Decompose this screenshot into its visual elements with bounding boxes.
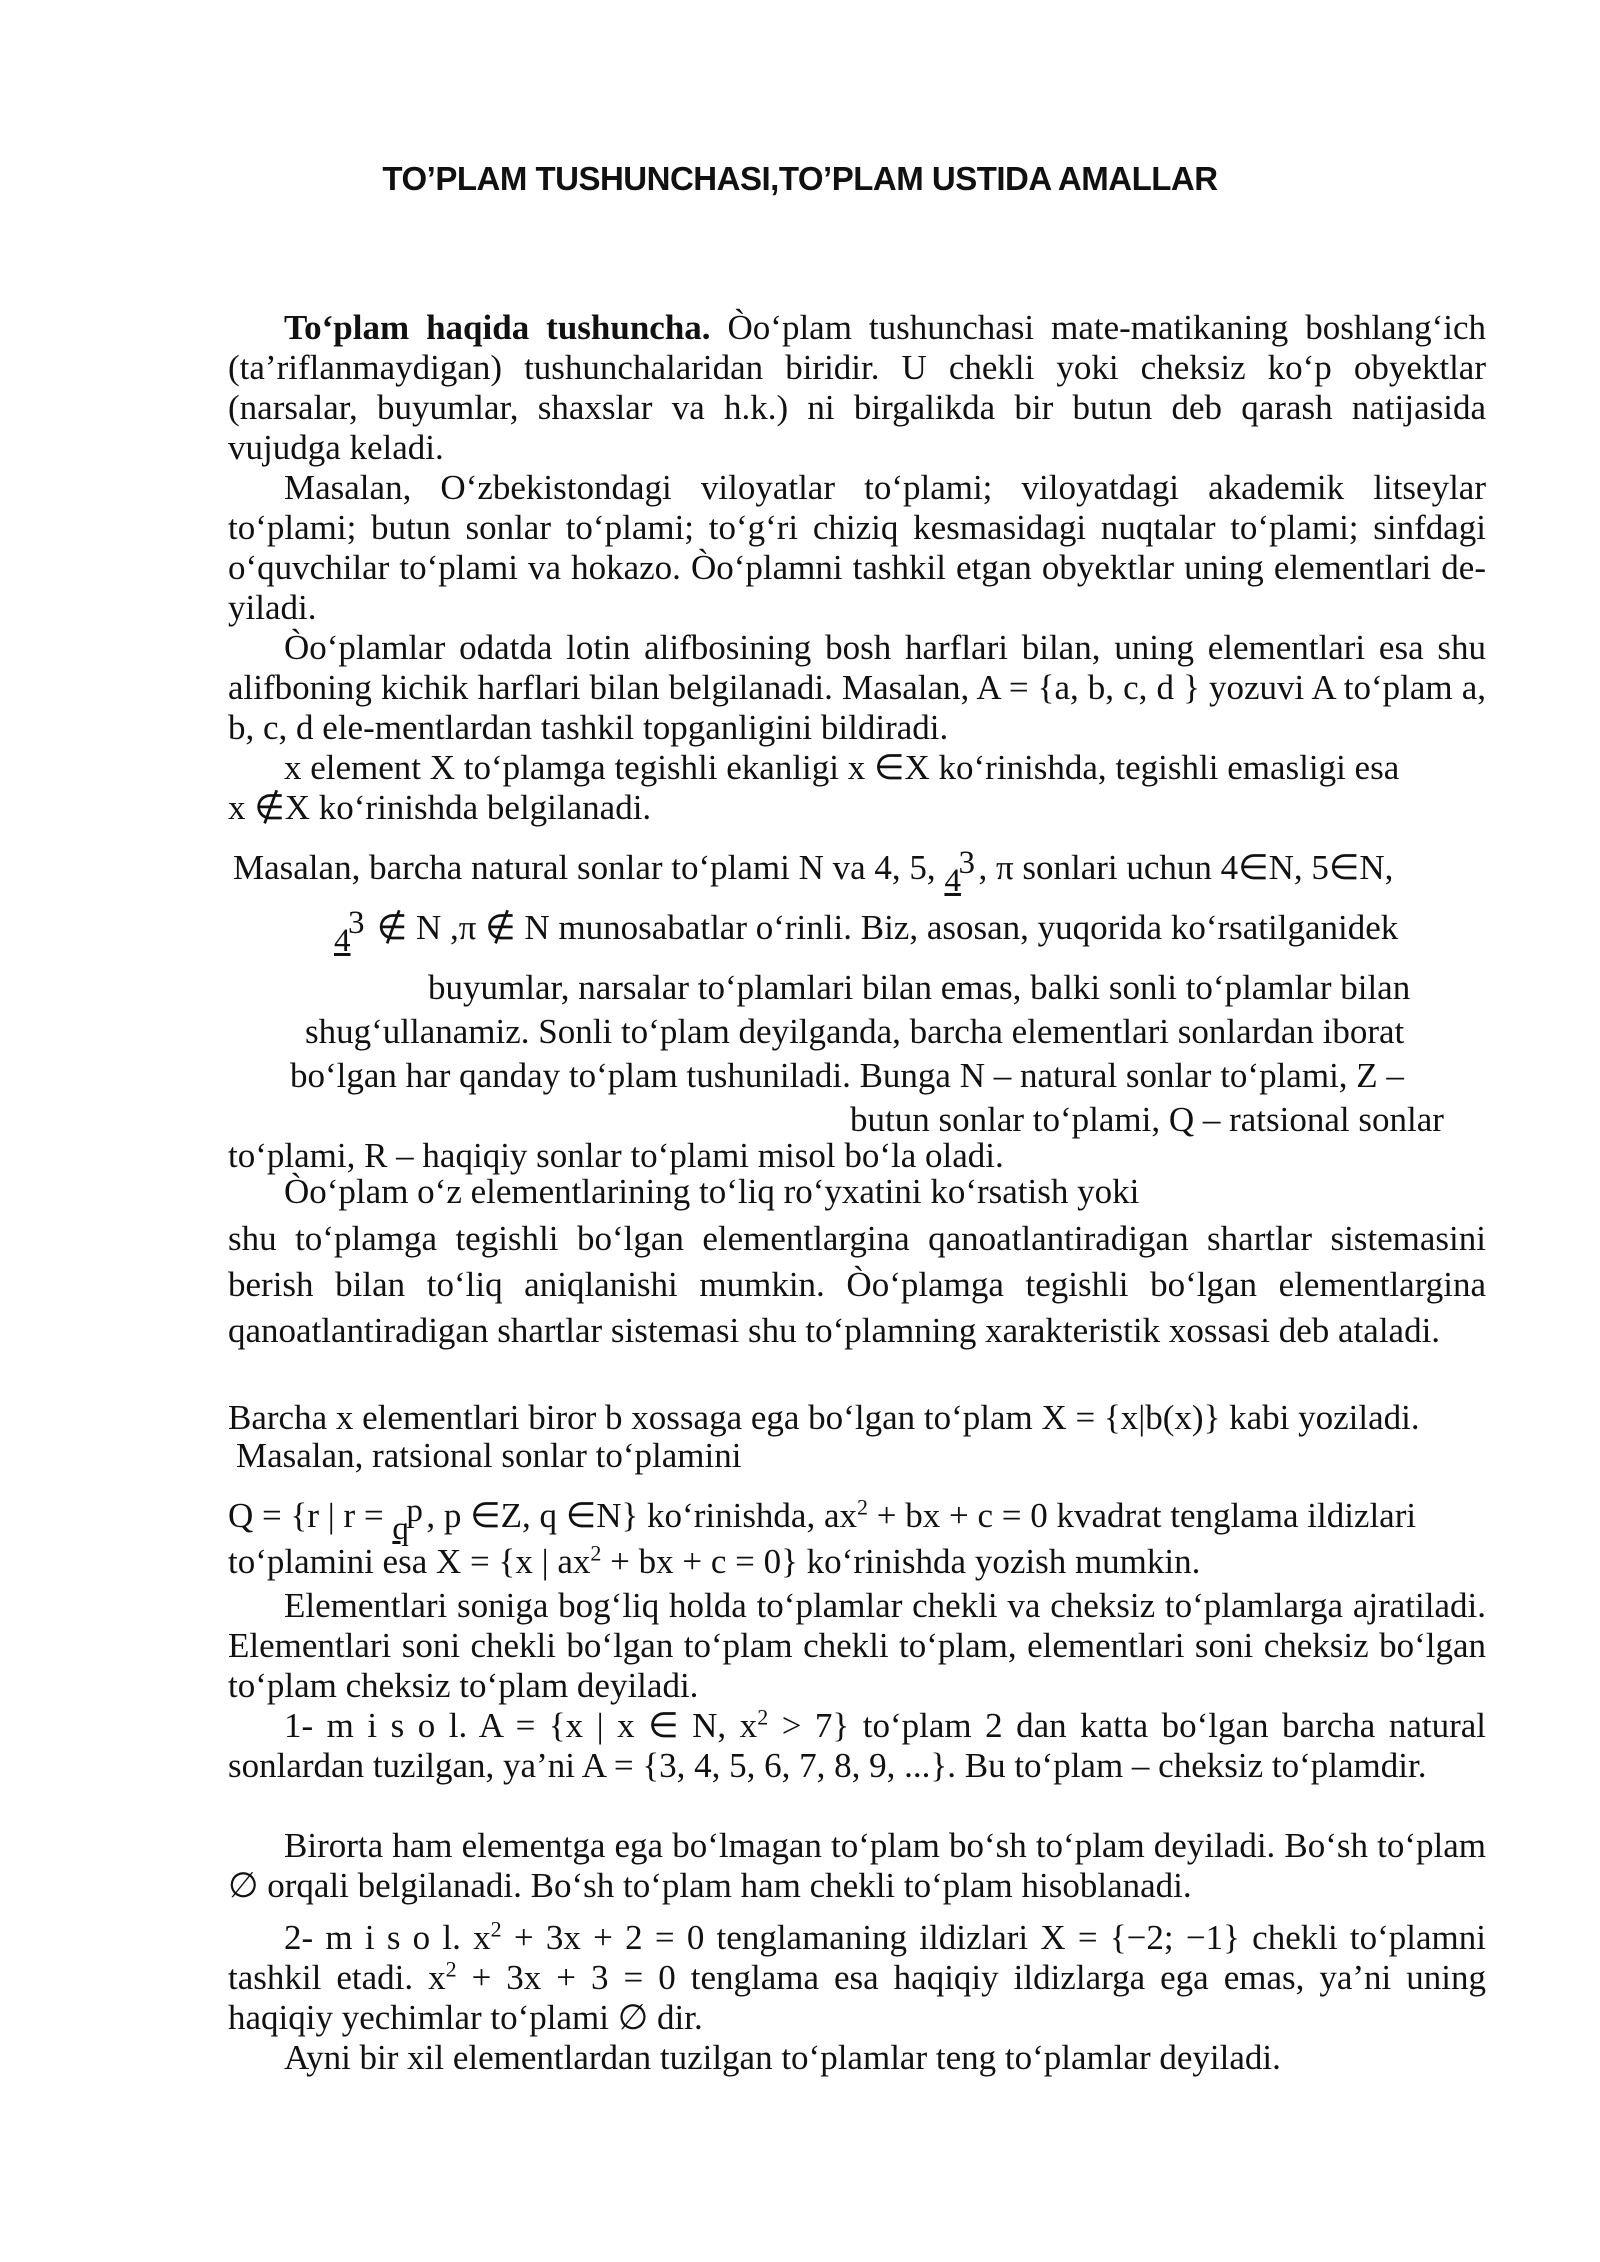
fraction-denominator: q xyxy=(392,1511,409,1547)
text-segment: to‘plamini esa X = {x | ax xyxy=(228,1542,591,1581)
paragraph-characteristic-line1: Òo‘plam o‘z elementlarining to‘liq ro‘yxatini ko‘rsatish yoki xyxy=(284,1172,1140,1211)
text-segment: > 7} to‘plam 2 dan katta bo‘lgan barcha natural sonlardan tuzilgan, ya’ni A = {3, 4, 5, 6, 7, 8, 9, ...}. Bu to‘plam – cheksiz to‘plamdir. xyxy=(228,1706,1486,1785)
fraction-numerator: p xyxy=(406,1493,423,1529)
paragraph-finite-infinite: Elementlari soniga bog‘liq holda to‘plamlar chekli va cheksiz to‘plamlarga ajratiladi. Elementlari soni chekli bo‘lgan to‘plam chekli to‘plam, elementlari soni cheksiz bo‘lgan to‘plam cheksiz to‘plam deyiladi. xyxy=(228,1586,1486,1705)
paragraph-property-line2: Masalan, ratsional sonlar to‘plamini xyxy=(236,1436,742,1475)
fraction-denominator: 4 xyxy=(944,863,961,899)
superscript: 2 xyxy=(757,1704,769,1730)
paragraph-natural-line6: butun sonlar to‘plami, Q – ratsional sonlar xyxy=(850,1100,1444,1139)
text-segment: + 3x + 3 = 0 tenglama esa haqiqiy ildizlarga ega emas, ya’ni uning haqiqiy yechimlar to‘plami ∅ dir. xyxy=(228,1958,1486,2037)
document-title: TO’PLAM TUSHUNCHASI,TO’PLAM USTIDA AMALLAR xyxy=(382,160,1218,197)
paragraph-example-1 xyxy=(228,1706,1486,1786)
text-segment: , π sonlari uchun 4∈N, 5∈N, xyxy=(978,848,1394,887)
fraction-numerator: 3 xyxy=(348,905,365,941)
paragraph-membership-line2: x ∉X ko‘rinishda belgilanadi. xyxy=(228,788,652,827)
paragraph-rational-line2 xyxy=(228,1542,1200,1582)
paragraph-natural-line5: bo‘lgan har qanday to‘plam tushuniladi. Bunga N – natural sonlar to‘plami, Z – xyxy=(290,1056,1404,1095)
paragraph-lead-bold: To‘plam haqida tushuncha. xyxy=(284,308,711,347)
text-segment: 1- m i s o l. A = {x | x ∈ N, x xyxy=(284,1706,758,1745)
paragraph-examples: Masalan, O‘zbekistondagi viloyatlar to‘plami; viloyatdagi akademik litseylar to‘plami; butun sonlar to‘plami; to‘g‘ri chiziq kesmasidagi nuqtalar to‘plami; sinfdagi o‘quvchilar to‘plami va hokazo. Òo‘plamni tashkil etgan obyektlar uning elementlari de-yiladi. xyxy=(228,468,1486,627)
paragraph-natural-line7: to‘plami, R – haqiqiy sonlar to‘plami misol bo‘la oladi. xyxy=(228,1136,1004,1175)
superscript: 2 xyxy=(590,1540,602,1566)
text-segment: , p ∈Z, q ∈N} ko‘rinishda, ax xyxy=(426,1496,858,1535)
paragraph-rational-line1 xyxy=(228,1493,1417,1547)
text-segment: Masalan, barcha natural sonlar to‘plami N va 4, 5, xyxy=(233,848,936,887)
fraction-three-quarters xyxy=(334,905,368,959)
paragraph-membership-line1: x element X to‘plamga tegishli ekanligi x ∈X ko‘rinishda, tegishli emasligi esa xyxy=(284,748,1400,787)
superscript: 2 xyxy=(857,1494,869,1520)
paragraph-natural-line2 xyxy=(334,905,1399,959)
superscript: 2 xyxy=(490,1916,502,1942)
text-segment: + bx + c = 0} ko‘rinishda yozish mumkin. xyxy=(601,1542,1201,1581)
text-segment: 2- m i s o l. x xyxy=(284,1918,491,1957)
fraction-three-quarters xyxy=(944,845,978,899)
paragraph-example-2 xyxy=(228,1918,1486,2038)
paragraph-natural-line1 xyxy=(233,845,1394,899)
text-segment: + bx + c = 0 kvadrat tenglama ildizlari xyxy=(868,1496,1417,1535)
paragraph-characteristic: shu to‘plamga tegishli bo‘lgan elementlargina qanoatlantiradigan shartlar sistemasini berish bilan to‘liq aniqlanishi mumkin. Òo‘plamga tegishli bo‘lgan elementlargina qanoatlantiradigan shartlar sistemasi shu to‘plamning xarakteristik xossasi deb ataladi. xyxy=(228,1219,1486,1350)
fraction-numerator: 3 xyxy=(958,845,975,881)
fraction-denominator: 4 xyxy=(334,923,351,959)
text-segment: ∉ N ,π ∉ N munosabatlar o‘rinli. Biz, asosan, yuqorida ko‘rsatilganidek xyxy=(368,908,1399,947)
superscript: 2 xyxy=(445,1956,457,1982)
paragraph-natural-line3: buyumlar, narsalar to‘plamlari bilan emas, balki sonli to‘plamlar bilan xyxy=(428,968,1411,1007)
paragraph-text: Òo‘plam tushunchasi mate-matikaning boshlang‘ich (ta’riflanmaydigan) tushunchalaridan biridir. U chekli yoki cheksiz ko‘p obyektlar (narsalar, buyumlar, shaxslar va h.k.) ni birgalikda bir butun deb qarash natijasida vujudga keladi. xyxy=(228,308,1487,467)
paragraph-notation: Òo‘plamlar odatda lotin alifbosining bosh harflari bilan, uning elementlari esa shu alifboning kichik harflari bilan belgilanadi. Masalan, A = {a, b, c, d } yozuvi A to‘plam a, b, c, d ele-mentlardan tashkil topganligini bildiradi. xyxy=(228,628,1486,747)
paragraph-property-line1: Barcha x elementlari biror b xossaga ega bo‘lgan to‘plam X = {x|b(x)} kabi yoziladi. xyxy=(228,1398,1420,1437)
paragraph-set-concept xyxy=(228,308,1486,468)
text-segment: Q = {r | r = xyxy=(228,1496,384,1535)
paragraph-natural-line4: shug‘ullanamiz. Sonli to‘plam deyilganda, barcha elementlari sonlardan iborat xyxy=(305,1012,1405,1051)
fraction-p-over-q xyxy=(392,1493,426,1547)
text-segment: + 3x + 2 = 0 tenglamaning ildizlari X = {−2; −1} chekli to‘plamni tashkil etadi. x xyxy=(228,1918,1487,1997)
paragraph-empty-set: Birorta ham elementga ega bo‘lmagan to‘plam bo‘sh to‘plam deyiladi. Bo‘sh to‘plam ∅ orqali belgilanadi. Bo‘sh to‘plam ham chekli to‘plam hisoblanadi. xyxy=(228,1826,1486,1905)
paragraph-equal-sets: Ayni bir xil elementlardan tuzilgan to‘plamlar teng to‘plamlar deyiladi. xyxy=(284,2038,1281,2077)
